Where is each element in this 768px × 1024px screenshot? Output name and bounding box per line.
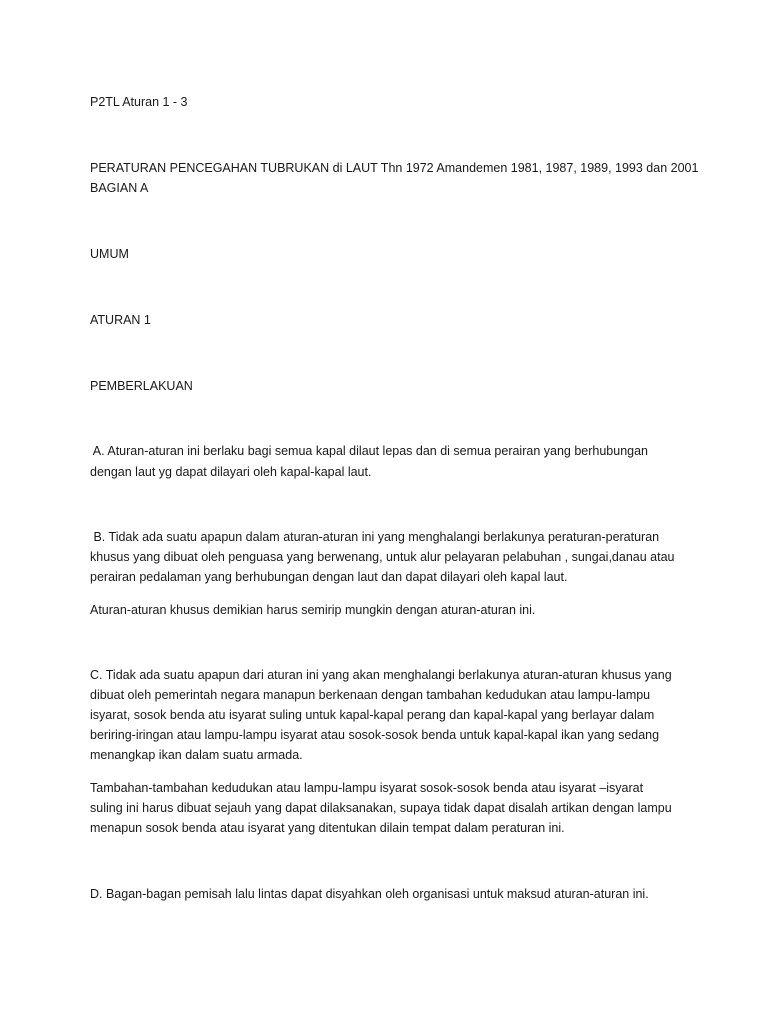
paragraph-c-line: menangkap ikan dalam suatu armada.: [90, 748, 303, 762]
paragraph-a-line: A. Aturan-aturan ini berlaku bagi semua kapal dilaut lepas dan di semua perairan yang berhubungan: [90, 444, 649, 458]
section-pemberlakuan: PEMBERLAKUAN: [90, 379, 193, 393]
section-umum: UMUM: [90, 247, 129, 261]
paragraph-d: D. Bagan-bagan pemisah lalu lintas dapat disyahkan oleh organisasi untuk maksud aturan-aturan ini.: [90, 887, 649, 901]
paragraph-a-line: dengan laut yg dapat dilayari oleh kapal-kapal laut.: [90, 465, 372, 479]
paragraph-c-line: C. Tidak ada suatu apapun dari aturan ini yang akan menghalangi berlakunya aturan-aturan khusus yang: [90, 668, 672, 682]
paragraph-c-line: isyarat, sosok benda atu isyarat suling untuk kapal-kapal perang dan kapal-kapal yang berlayar dalam: [90, 708, 655, 722]
regulation-heading: PERATURAN PENCEGAHAN TUBRUKAN di LAUT Thn 1972 Amandemen 1981, 1987, 1989, 1993 dan 2001: [90, 161, 699, 175]
part-heading: BAGIAN A: [90, 181, 149, 195]
paragraph-b-line: B. Tidak ada suatu apapun dalam aturan-aturan ini yang menghalangi berlakunya peraturan-peraturan: [90, 530, 660, 544]
document-title: P2TL Aturan 1 - 3: [90, 95, 188, 109]
paragraph-b2: Aturan-aturan khusus demikian harus semirip mungkin dengan aturan-aturan ini.: [90, 603, 536, 617]
section-aturan-1: ATURAN 1: [90, 313, 151, 327]
paragraph-c-line: beriring-iringan atau lampu-lampu isyarat atau sosok-sosok benda untuk kapal-kapal ikan yang sedang: [90, 728, 660, 742]
paragraph-c2-line: Tambahan-tambahan kedudukan atau lampu-lampu isyarat sosok-sosok benda atau isyarat –isyarat: [90, 781, 644, 795]
paragraph-b-line: perairan pedalaman yang berhubungan dengan laut dan dapat dilayari oleh kapal laut.: [90, 570, 568, 584]
paragraph-c2-line: suling ini harus dibuat sejauh yang dapat dilaksanakan, supaya tidak dapat disalah artikan dengan lampu: [90, 801, 672, 815]
paragraph-c-line: dibuat oleh pemerintah negara manapun berkenaan dengan tambahan kedudukan atau lampu-lampu: [90, 688, 651, 702]
paragraph-c2-line: menapun sosok benda atau isyarat yang ditentukan dilain tempat dalam peraturan ini.: [90, 821, 565, 835]
paragraph-b-line: khusus yang dibuat oleh penguasa yang berwenang, untuk alur pelayaran pelabuhan , sungai,danau atau: [90, 550, 675, 564]
